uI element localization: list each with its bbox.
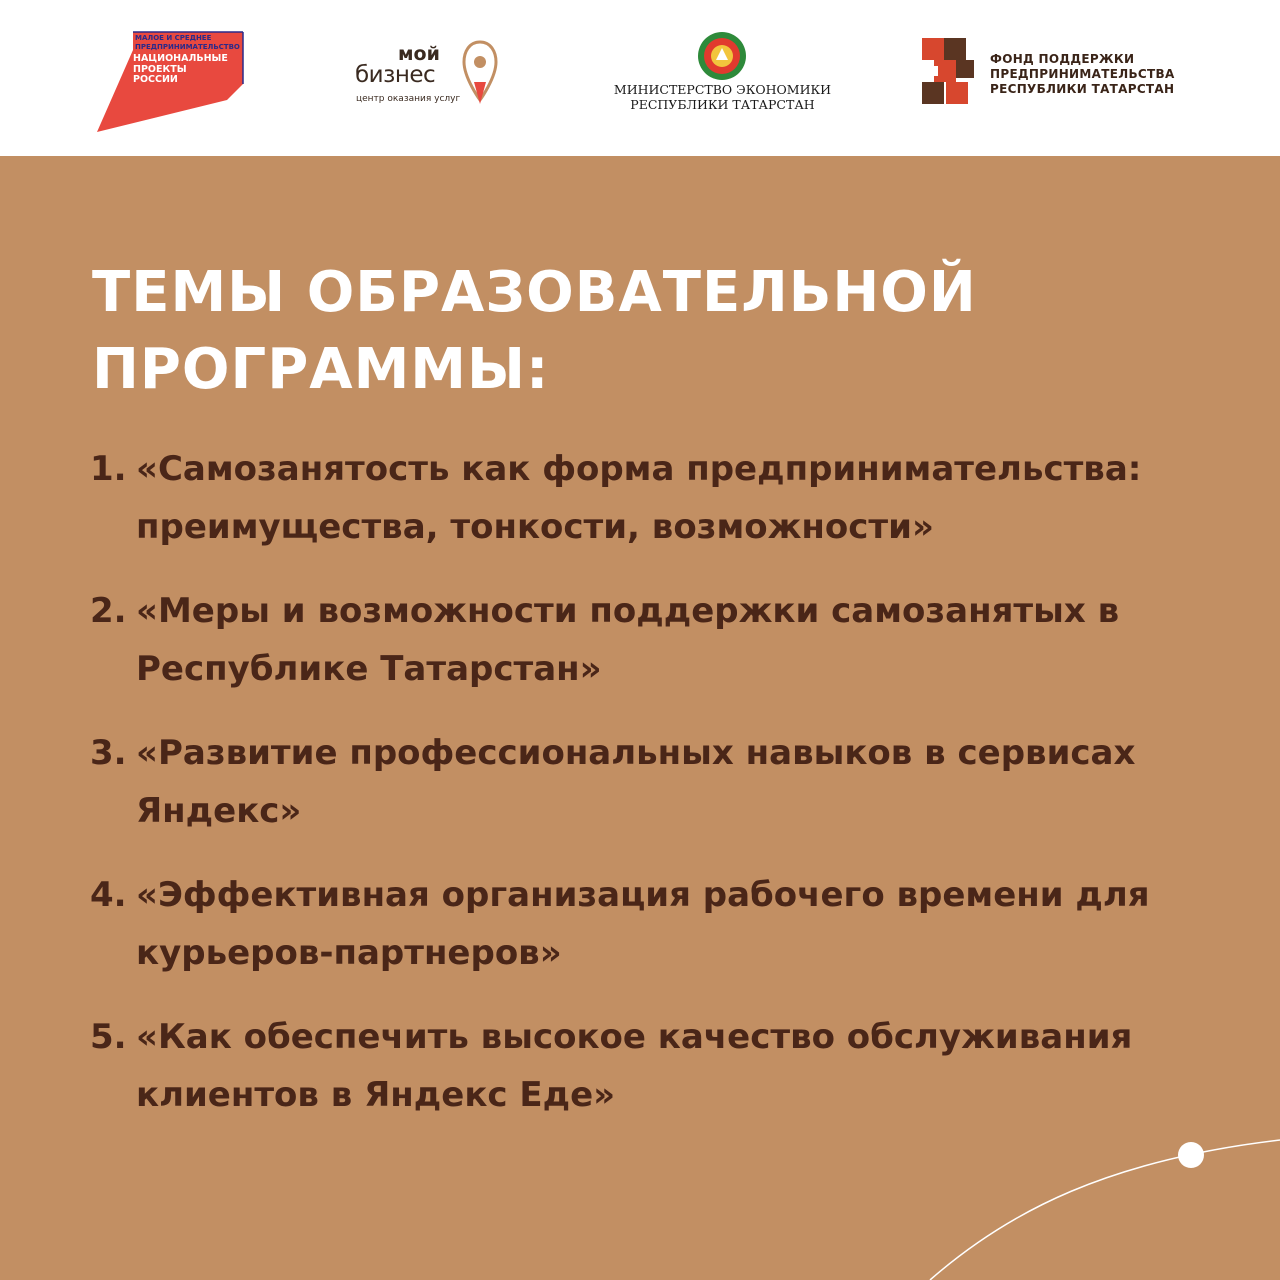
list-item xyxy=(90,866,1210,982)
location-pin-icon xyxy=(460,38,500,108)
fund-name-line1: ФОНД ПОДДЕРЖКИ xyxy=(990,52,1135,66)
page-title-line1: ТЕМЫ ОБРАЗОВАТЕЛЬНОЙ xyxy=(92,260,977,325)
list-item xyxy=(90,440,1210,556)
fund-cubes-icon xyxy=(920,36,976,108)
header-logo-bar xyxy=(0,0,1280,156)
list-item xyxy=(90,582,1210,698)
moy-biznes-logo xyxy=(352,36,512,116)
topic-number: 3. xyxy=(90,733,127,773)
topic-text: «Самозанятость как форма предпринимательства: преимущества, тонкости, возможности» xyxy=(136,449,1142,547)
fund-name xyxy=(990,52,1175,97)
topic-number: 5. xyxy=(90,1017,127,1057)
fund-name-line3: РЕСПУБЛИКИ ТАТАРСТАН xyxy=(990,82,1175,96)
list-item xyxy=(90,724,1210,840)
page-title-line2: ПРОГРАММЫ: xyxy=(92,337,550,402)
page-title xyxy=(92,254,1092,408)
ministry-name-line2: РЕСПУБЛИКИ ТАТАРСТАН xyxy=(630,97,815,112)
topic-number: 1. xyxy=(90,449,127,489)
fund-logo xyxy=(920,36,1200,108)
topics-list xyxy=(90,440,1210,1150)
ministry-name-line1: МИНИСТЕРСТВО ЭКОНОМИКИ xyxy=(613,82,832,97)
list-item xyxy=(90,1008,1210,1124)
ministry-logo xyxy=(600,30,845,120)
moy-biznes-word-biznes: бизнес xyxy=(355,62,436,88)
topic-text: «Как обеспечить высокое качество обслуживания клиентов в Яндекс Еде» xyxy=(136,1017,1133,1115)
topic-text: «Развитие профессиональных навыков в сервисах Яндекс» xyxy=(136,733,1136,831)
topic-text: «Эффективная организация рабочего времени для курьеров-партнеров» xyxy=(136,875,1150,973)
topic-number: 4. xyxy=(90,875,127,915)
moy-biznes-subtitle: центр оказания услуг xyxy=(356,94,461,104)
national-projects-logo xyxy=(95,30,255,134)
national-projects-big-text: НАЦИОНАЛЬНЫЕ ПРОЕКТЫ РОССИИ xyxy=(133,53,228,85)
national-projects-small-text: МАЛОЕ И СРЕДНЕЕ ПРЕДПРИНИМАТЕЛЬСТВО xyxy=(135,34,240,51)
topic-number: 2. xyxy=(90,591,127,631)
tatarstan-emblem-icon xyxy=(696,30,748,82)
fund-name-line2: ПРЕДПРИНИМАТЕЛЬСТВА xyxy=(990,67,1175,81)
topic-text: «Меры и возможности поддержки самозанятых в Республике Татарстан» xyxy=(136,591,1120,689)
moy-biznes-word-moy: мой xyxy=(398,43,440,65)
decorative-curve xyxy=(930,1140,1280,1280)
